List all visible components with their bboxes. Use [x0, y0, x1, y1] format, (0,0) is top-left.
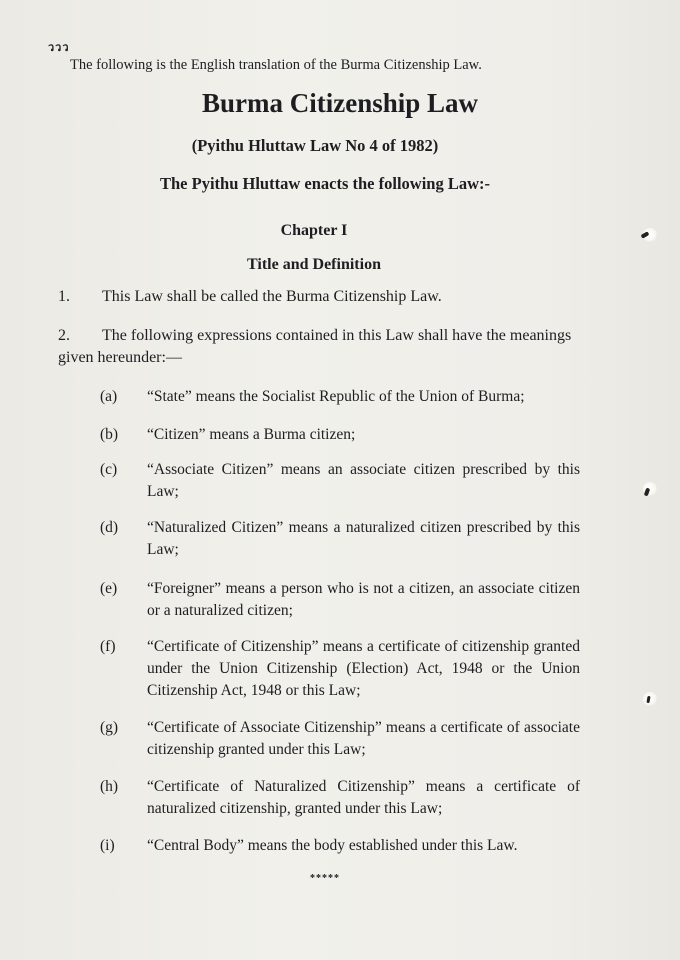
- section-1: [58, 288, 442, 306]
- definition-text: “Foreigner” means a person who is not a citizen, an associate citizen or a naturalized citizen;: [147, 580, 580, 619]
- law-subtitle: (Pyithu Hluttaw Law No 4 of 1982): [191, 136, 439, 155]
- definition-item: [100, 517, 580, 561]
- section-number: 1.: [58, 288, 70, 305]
- definition-text: “State” means the Socialist Republic of the Union of Burma;: [147, 388, 525, 405]
- definition-letter: (b): [100, 426, 119, 443]
- definition-text: “Central Body” means the body established under this Law.: [147, 837, 518, 854]
- definition-text: “Associate Citizen” means an associate citizen prescribed by this Law;: [147, 461, 580, 500]
- definition-item: [100, 578, 580, 622]
- definition-text: “Citizen” means a Burma citizen;: [147, 426, 356, 443]
- definition-item: [100, 386, 580, 408]
- definition-letter: (d): [100, 519, 119, 536]
- definition-item: [100, 835, 580, 857]
- section-text: This Law shall be called the Burma Citizenship Law.: [102, 288, 442, 305]
- definition-letter: (a): [100, 388, 118, 405]
- definition-letter: (e): [100, 580, 118, 597]
- section-number: 2.: [58, 327, 70, 344]
- definition-item: [100, 459, 580, 503]
- definition-item: [100, 717, 580, 761]
- definition-item: [100, 424, 580, 446]
- definition-item: [100, 776, 580, 820]
- definition-letter: (g): [100, 719, 119, 736]
- definition-text: “Certificate of Associate Citizenship” means a certificate of associate citizenship granted under this Law;: [147, 719, 580, 758]
- intro-note: The following is the English translation of the Burma Citizenship Law.: [70, 57, 482, 73]
- end-mark: *****: [310, 873, 340, 884]
- definition-letter: (c): [100, 461, 118, 478]
- definition-text: “Certificate of Citizenship” means a certificate of citizenship granted under the Union Citizenship (Election) Act, 1948 or the Union Citizenship Act, 1948 or this Law;: [147, 638, 580, 699]
- chapter-heading: Chapter I: [280, 222, 348, 239]
- definition-letter: (h): [100, 778, 119, 795]
- definition-letter: (i): [100, 837, 115, 854]
- definition-text: “Certificate of Naturalized Citizenship” means a certificate of naturalized citizenship, granted under this Law;: [147, 778, 580, 817]
- law-title: Burma Citizenship Law: [201, 88, 479, 118]
- chapter-subheading: Title and Definition: [247, 256, 381, 273]
- definition-text: “Naturalized Citizen” means a naturalized citizen prescribed by this Law;: [147, 519, 580, 558]
- definition-letter: (f): [100, 638, 116, 655]
- definition-item: [100, 636, 580, 702]
- section-2: [58, 325, 578, 369]
- page-number: ววว: [48, 42, 70, 54]
- enactment-clause: The Pyithu Hluttaw enacts the following Law:-: [160, 174, 490, 193]
- section-text: The following expressions contained in this Law shall have the meanings given hereunder:—: [58, 327, 572, 366]
